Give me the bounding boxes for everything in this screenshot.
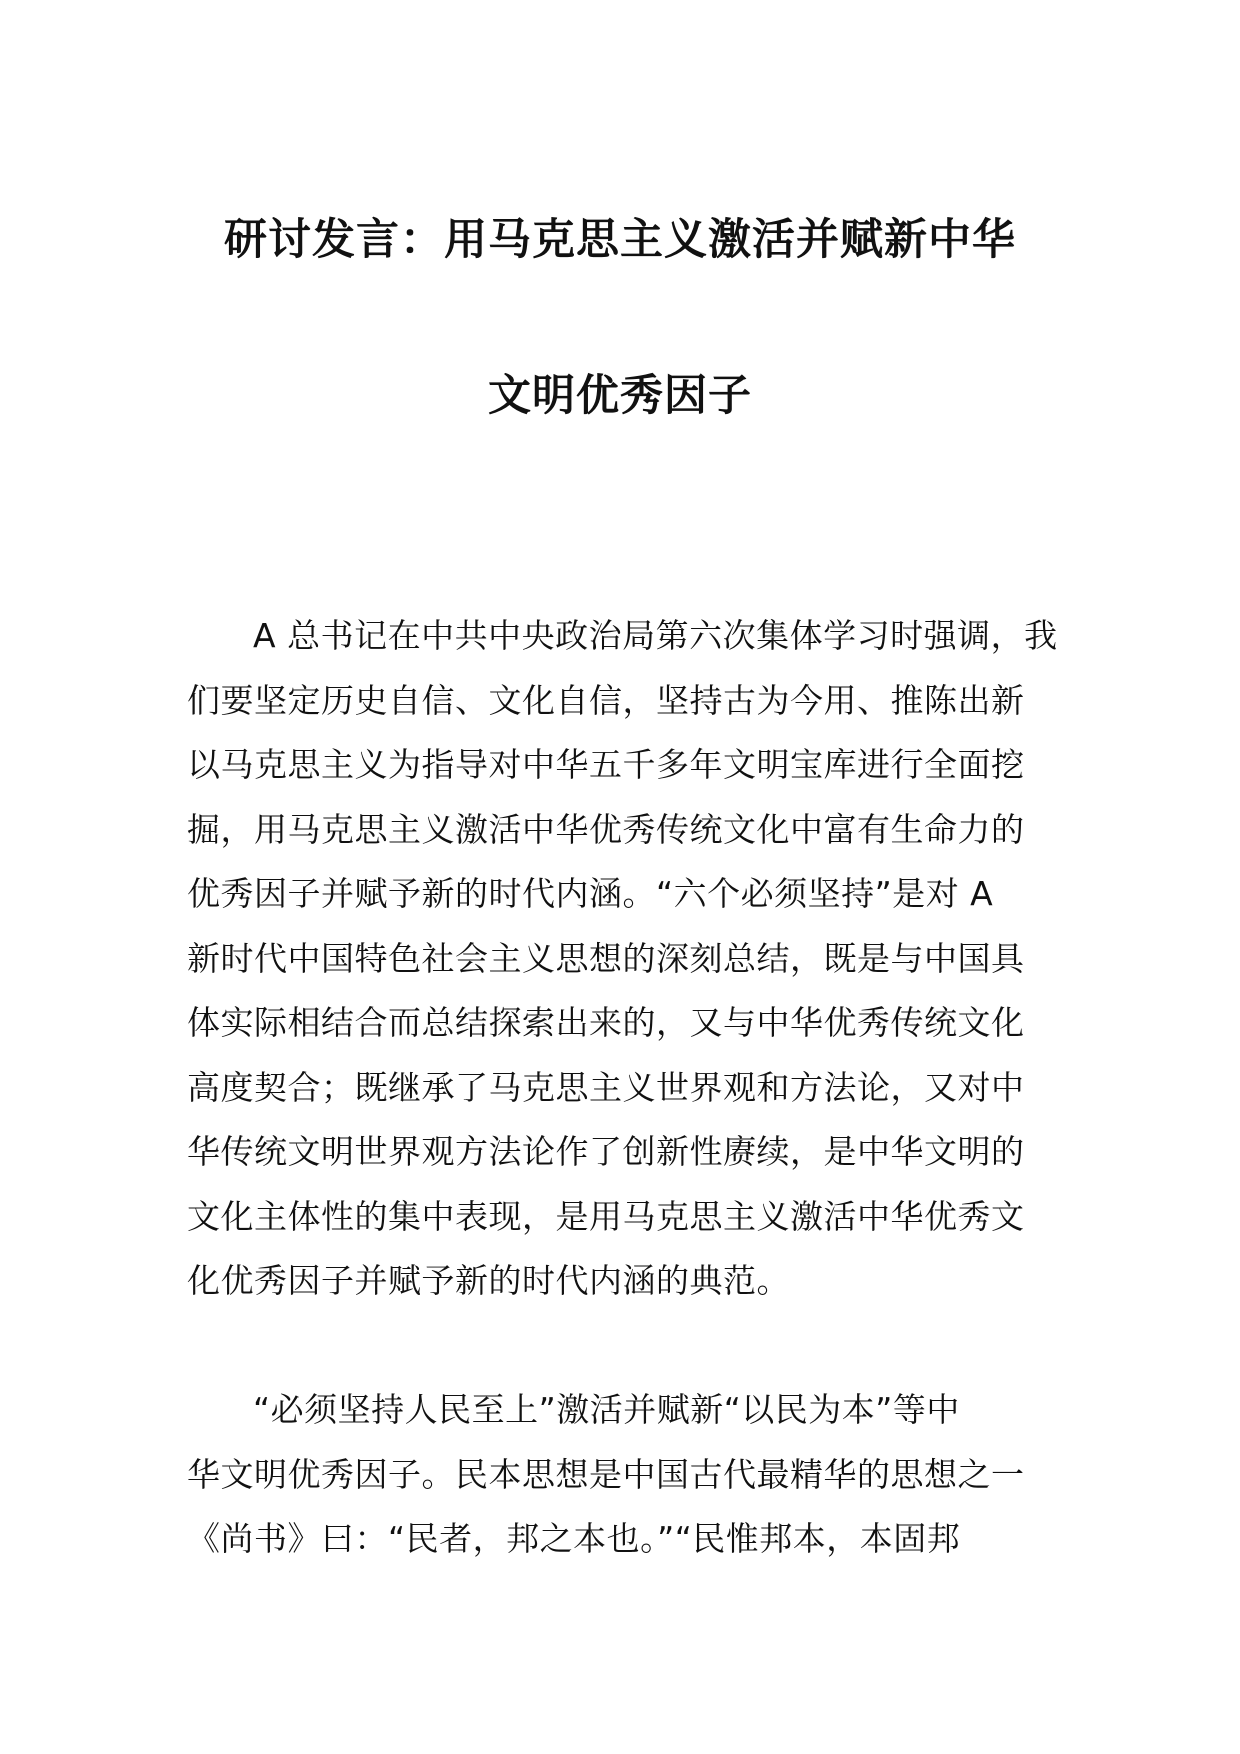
paragraph-line: 以马克思主义为指导对中华五千多年文明宝库进行全面挖 bbox=[187, 745, 1025, 784]
paragraph-line: 体实际相结合而总结探索出来的，又与中华优秀传统文化 bbox=[187, 1003, 1025, 1042]
paragraph-line: 高度契合；既继承了马克思主义世界观和方法论，又对中 bbox=[187, 1067, 1025, 1107]
paragraph-1 bbox=[187, 604, 1057, 1314]
paragraph-line: 文化主体性的集中表现，是用马克思主义激活中华优秀文 bbox=[187, 1196, 1025, 1236]
document-title-line-2: 文明优秀因子 bbox=[488, 371, 752, 421]
document-title-line-1: 研讨发言：用马克思主义激活并赋新中华 bbox=[224, 215, 1016, 265]
paragraph-line: 优秀因子并赋予新的时代内涵。“六个必须坚持”是对 A bbox=[187, 874, 994, 913]
paragraph-2 bbox=[187, 1378, 1057, 1572]
paragraph-line: 掘，用马克思主义激活中华优秀传统文化中富有生命力的 bbox=[187, 809, 1025, 849]
paragraph-line: A 总书记在中共中央政治局第六次集体学习时强调，我 bbox=[253, 616, 1058, 655]
paragraph-line: 新时代中国特色社会主义思想的深刻总结，既是与中国具 bbox=[187, 938, 1025, 978]
paragraph-line: “必须坚持人民至上”激活并赋新“以民为本”等中 bbox=[253, 1390, 960, 1429]
paragraph-line: 华传统文明世界观方法论作了创新性赓续，是中华文明的 bbox=[187, 1132, 1025, 1171]
paragraph-line: 华文明优秀因子。民本思想是中国古代最精华的思想之一 bbox=[187, 1454, 1025, 1494]
paragraph-line: 们要坚定历史自信、文化自信，坚持古为今用、推陈出新 bbox=[187, 680, 1025, 720]
paragraph-line: 化优秀因子并赋予新的时代内涵的典范。 bbox=[187, 1261, 790, 1300]
paragraph-line: 《尚书》曰：“民者，邦之本也。”“民惟邦本，本固邦 bbox=[187, 1519, 961, 1558]
